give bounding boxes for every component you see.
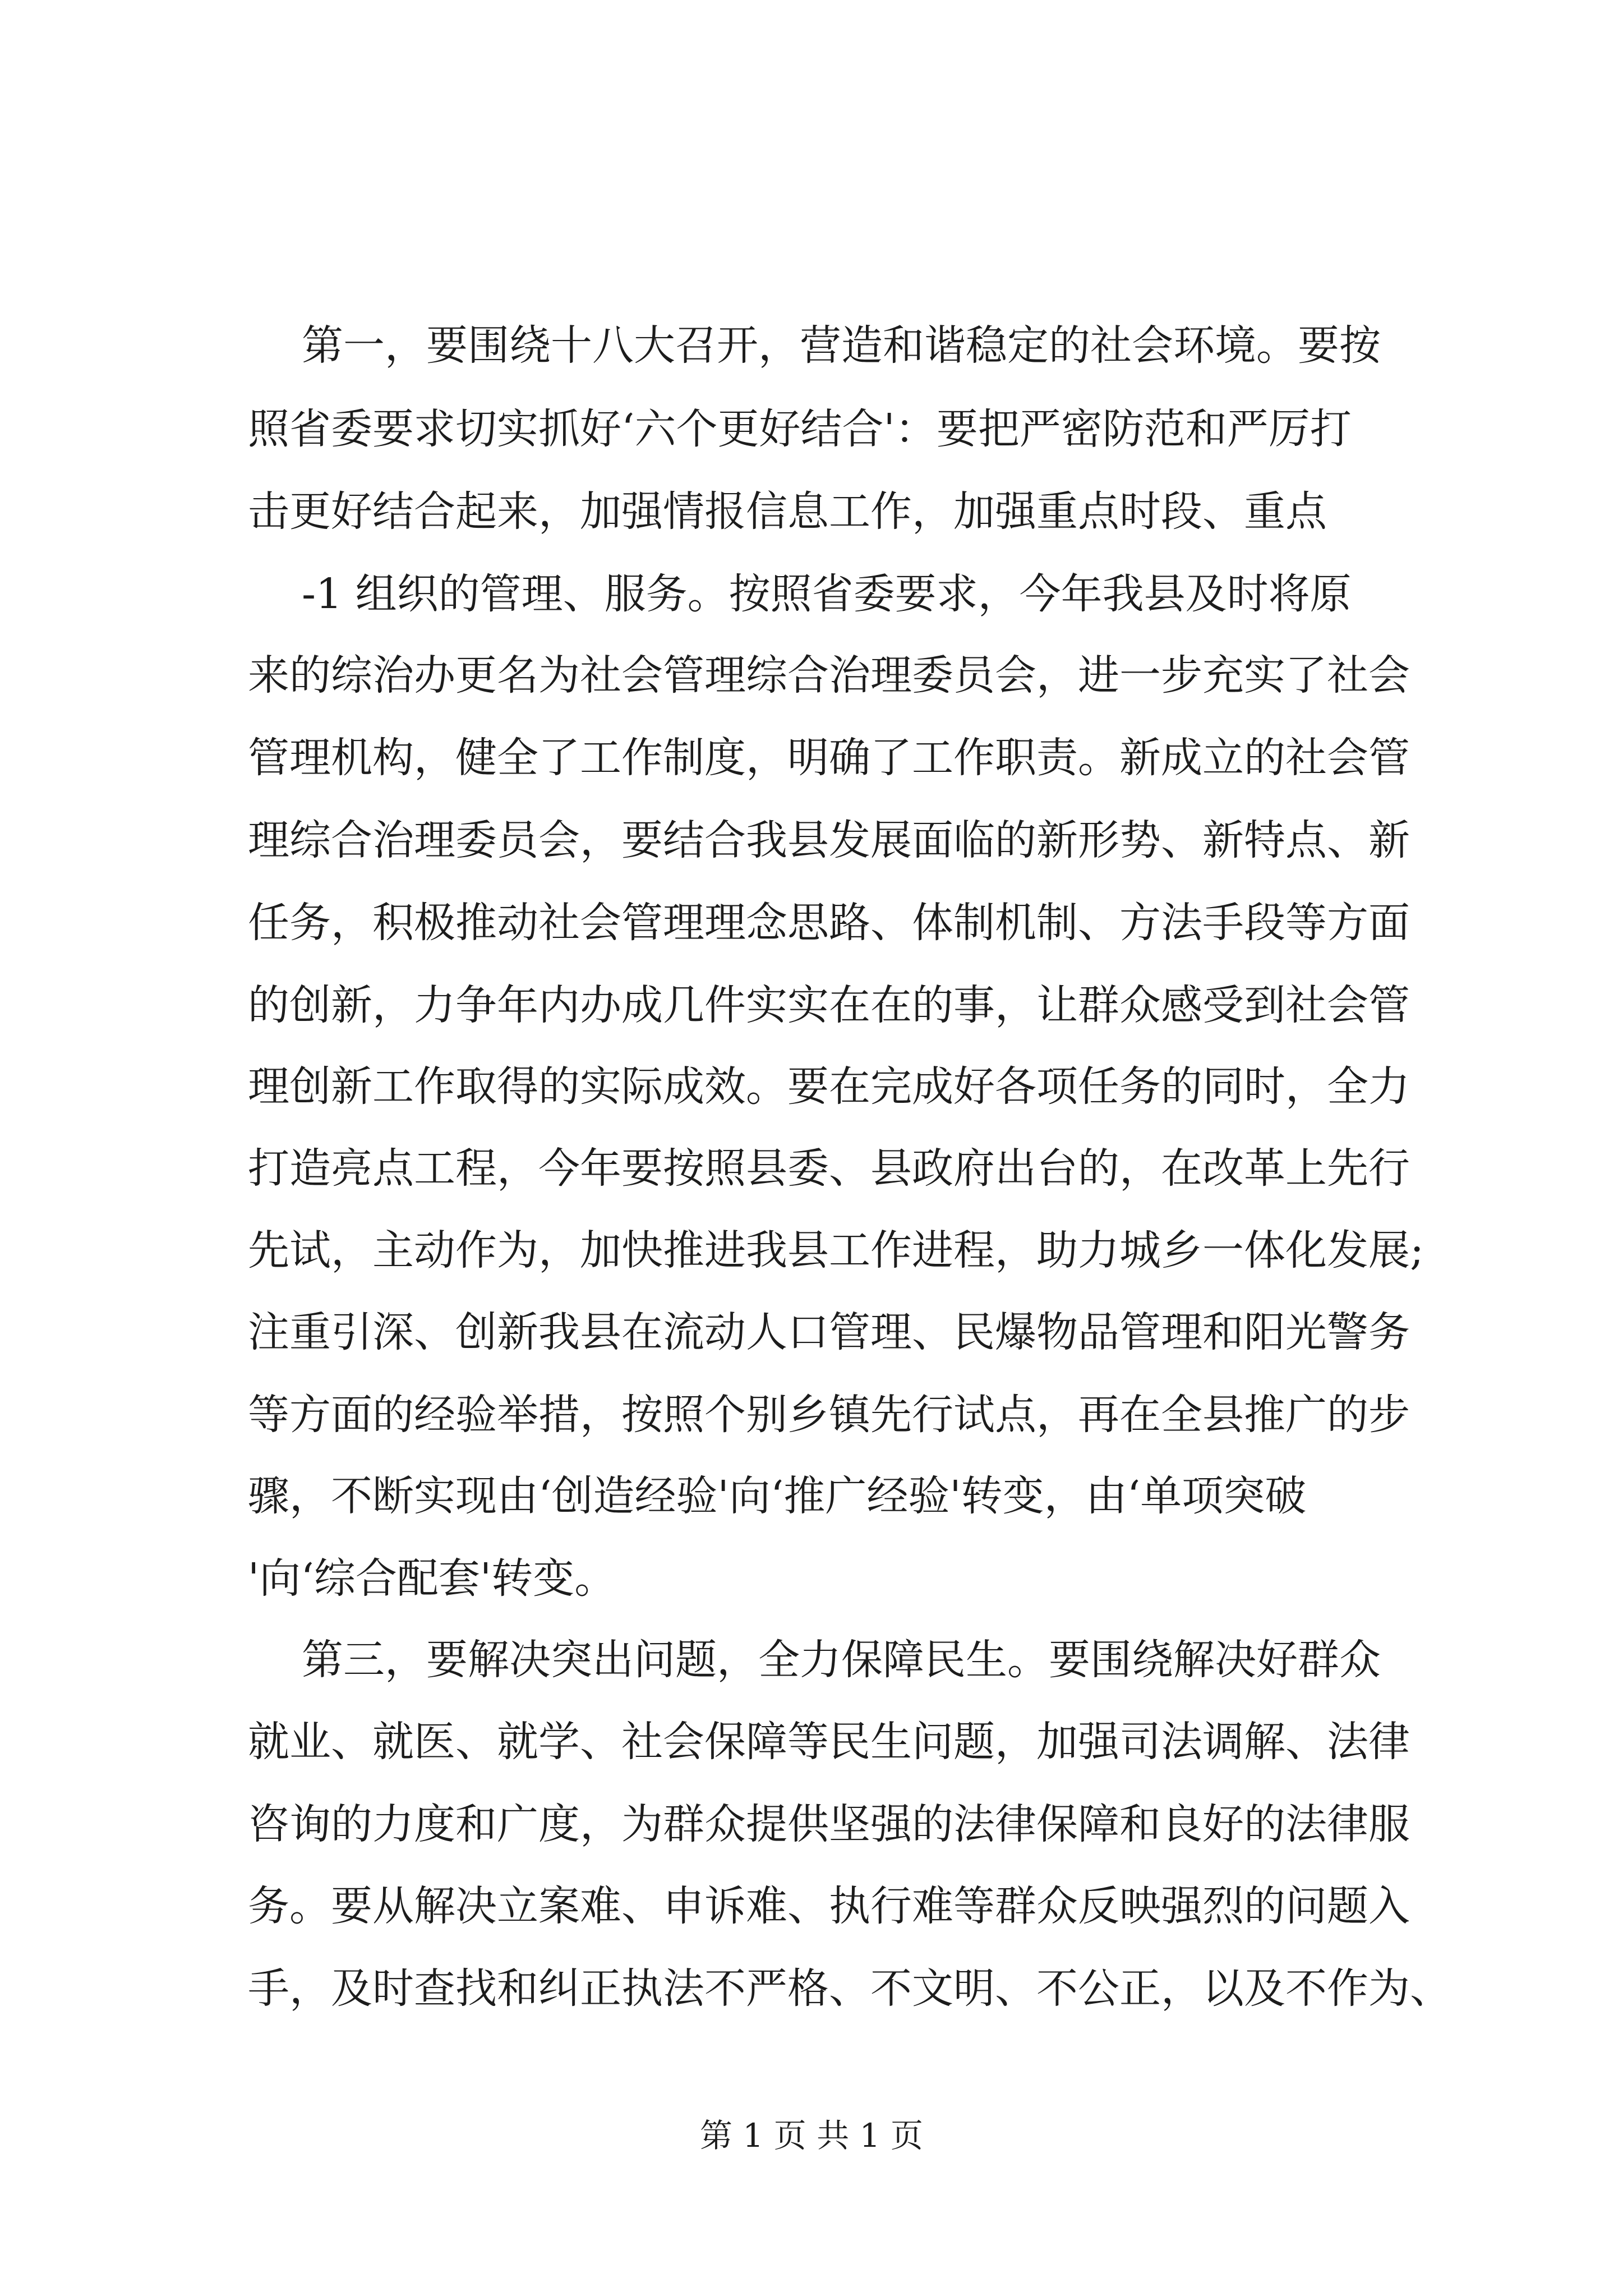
text-line: 理创新工作取得的实际成效。要在完成好各项任务的同时，全力	[248, 1062, 1410, 1111]
page-footer	[0, 2110, 1623, 2161]
text-line: 第三，要解决突出问题，全力保障民生。要围绕解决好群众	[302, 1636, 1381, 1684]
text-line: 就业、就医、就学、社会保障等民生问题，加强司法调解、法律	[248, 1718, 1410, 1766]
text-line: 任务，积极推动社会管理理念思路、体制机制、方法手段等方面	[248, 899, 1410, 947]
page-number-label: 第 1 页 共 1 页	[700, 2116, 923, 2155]
text-line: 的创新，力争年内办成几件实实在在的事，让群众感受到社会管	[248, 981, 1410, 1029]
text-line: 来的综治办更名为社会管理综合治理委员会，进一步充实了社会	[248, 651, 1410, 700]
text-line: 管理机构，健全了工作制度，明确了工作职责。新成立的社会管	[248, 734, 1410, 782]
text-line: -1 组织的管理、服务。按照省委要求，今年我县及时将原	[302, 570, 1352, 618]
text-line: 先试，主动作为，加快推进我县工作进程，助力城乡一体化发展;	[248, 1226, 1424, 1274]
text-line: 务。要从解决立案难、申诉难、执行难等群众反映强烈的问题入	[248, 1882, 1410, 1930]
text-line: 等方面的经验举措，按照个别乡镇先行试点，再在全县推广的步	[248, 1391, 1410, 1439]
text-line: 击更好结合起来，加强情报信息工作，加强重点时段、重点	[248, 487, 1327, 536]
text-line: 手，及时查找和纠正执法不严格、不文明、不公正，以及不作为、	[248, 1964, 1451, 2013]
text-line: 咨询的力度和广度，为群众提供坚强的法律保障和良好的法律服	[248, 1800, 1410, 1848]
text-line: 照省委要求切实抓好‘六个更好结合'：要把严密防范和严厉打	[248, 405, 1352, 453]
text-line: '向‘综合配套'转变。	[248, 1554, 616, 1603]
text-line: 打造亮点工程，今年要按照县委、县政府出台的，在改革上先行	[248, 1144, 1410, 1193]
text-line: 理综合治理委员会，要结合我县发展面临的新形势、新特点、新	[248, 816, 1410, 864]
text-line: 注重引深、创新我县在流动人口管理、民爆物品管理和阳光警务	[248, 1308, 1410, 1356]
text-line: 骤，不断实现由‘创造经验'向‘推广经验'转变，由‘单项突破	[248, 1472, 1307, 1520]
text-line: 第一，要围绕十八大召开，营造和谐稳定的社会环境。要按	[302, 321, 1381, 370]
